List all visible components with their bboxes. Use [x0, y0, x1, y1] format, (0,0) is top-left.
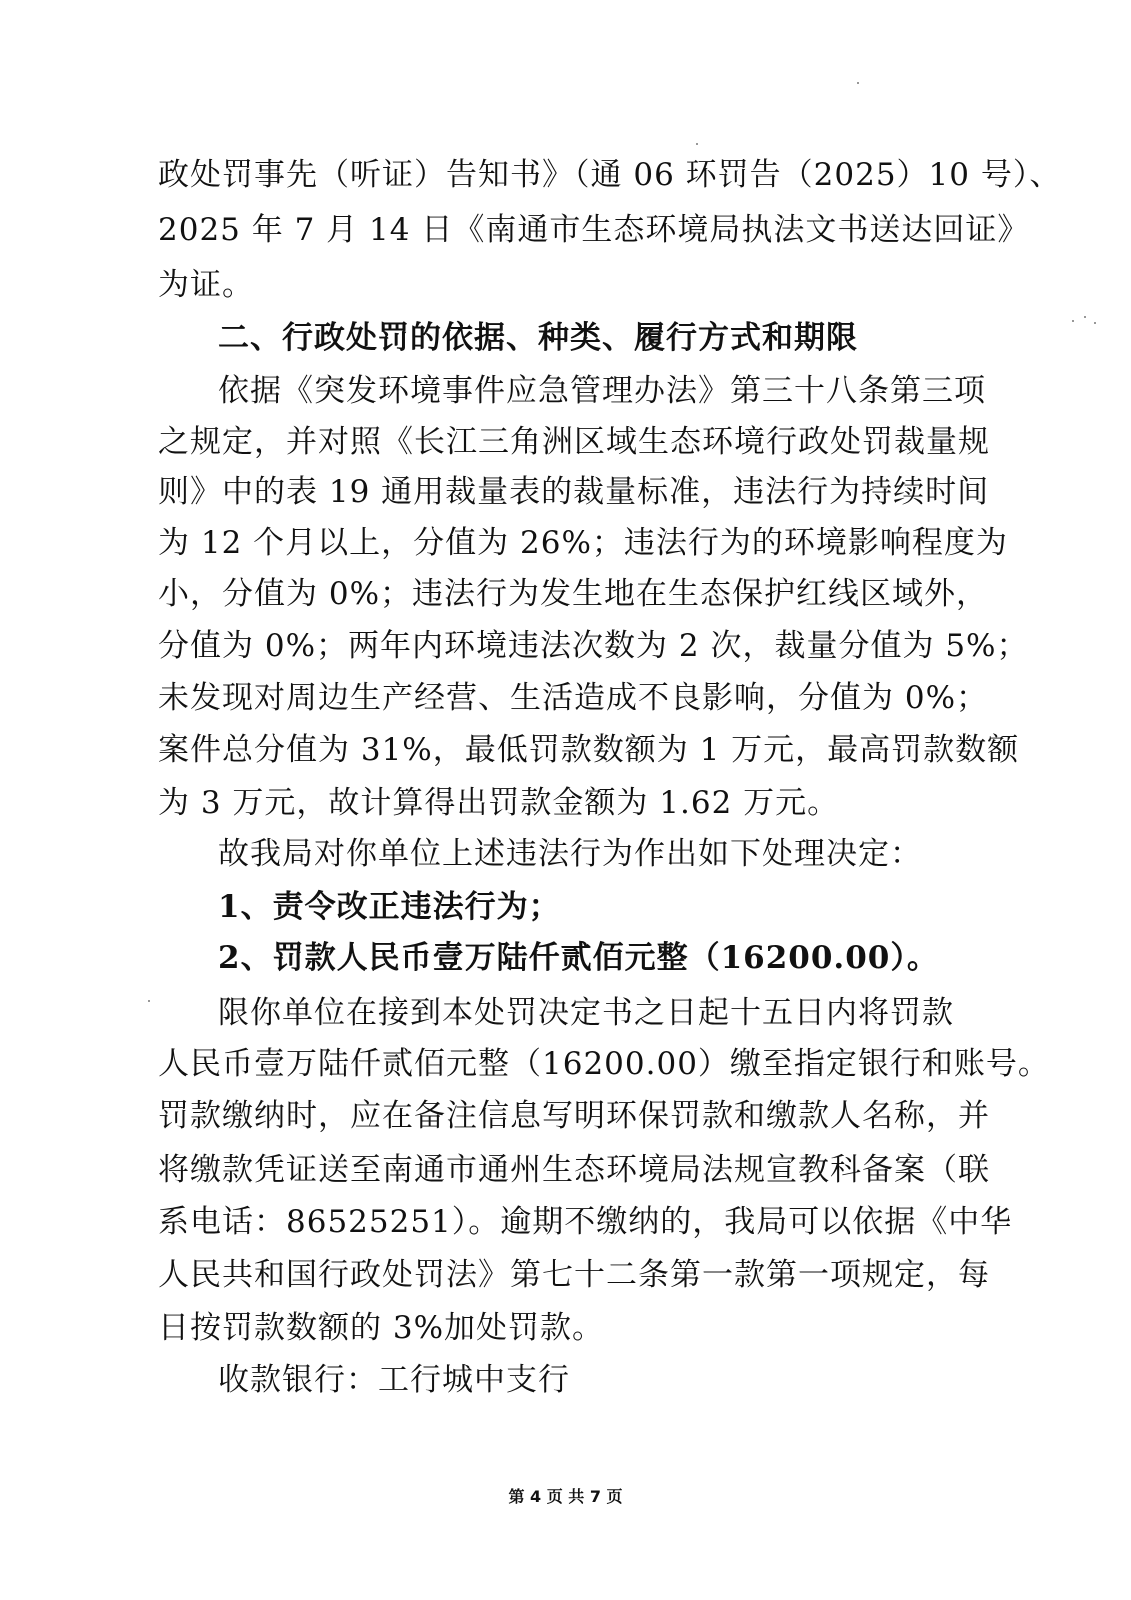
paragraph-line: 收款银行：工行城中支行 — [218, 1362, 570, 1398]
paragraph-line: 小，分值为 0%；违法行为发生地在生态保护红线区域外， — [158, 576, 989, 612]
paragraph-line: 人民币壹万陆仟贰佰元整（16200.00）缴至指定银行和账号。 — [158, 1046, 1050, 1082]
paragraph-line: 系电话：86525251）。逾期不缴纳的，我局可以依据《中华 — [158, 1204, 1013, 1240]
paragraph-line: 之规定，并对照《长江三角洲区域生态环境行政处罚裁量规 — [158, 424, 990, 460]
page-number: 第 4 页 共 7 页 — [508, 1487, 623, 1506]
scan-speck — [1094, 322, 1096, 324]
paragraph-line: 罚款缴纳时，应在备注信息写明环保罚款和缴款人名称，并 — [158, 1098, 990, 1134]
paragraph-line: 人民共和国行政处罚法》第七十二条第一款第一项规定，每 — [158, 1257, 990, 1293]
scan-speck — [696, 143, 698, 145]
paragraph-line: 2025 年 7 月 14 日《南通市生态环境局执法文书送达回证》 — [158, 212, 1030, 248]
paragraph-line: 为 3 万元，故计算得出罚款金额为 1.62 万元。 — [158, 785, 840, 821]
paragraph-line: 未发现对周边生产经营、生活造成不良影响，分值为 0%； — [158, 680, 989, 716]
scan-speck — [1084, 316, 1086, 318]
scan-speck — [857, 82, 859, 84]
paragraph-line: 案件总分值为 31%，最低罚款数额为 1 万元，最高罚款数额 — [158, 732, 1020, 768]
paragraph-line: 政处罚事先（听证）告知书》（通 06 环罚告（2025）10 号）、 — [158, 157, 1062, 193]
section-heading: 二、行政处罚的依据、种类、履行方式和期限 — [218, 320, 858, 356]
decision-item-1: 1、责令改正违法行为； — [218, 889, 561, 925]
paragraph-line: 日按罚款数额的 3%加处罚款。 — [158, 1310, 605, 1346]
scan-speck — [1072, 320, 1074, 322]
decision-item-2: 2、罚款人民币壹万陆仟贰佰元整（16200.00）。 — [218, 940, 939, 976]
paragraph-line: 限你单位在接到本处罚决定书之日起十五日内将罚款 — [218, 995, 954, 1031]
paragraph-line: 将缴款凭证送至南通市通州生态环境局法规宣教科备案（联 — [158, 1152, 990, 1188]
paragraph-line: 故我局对你单位上述违法行为作出如下处理决定： — [218, 836, 922, 872]
paragraph-line: 分值为 0%；两年内环境违法次数为 2 次，裁量分值为 5%； — [158, 628, 1029, 664]
paragraph-line: 为 12 个月以上，分值为 26%；违法行为的环境影响程度为 — [158, 525, 1008, 561]
paragraph-line: 依据《突发环境事件应急管理办法》第三十八条第三项 — [218, 373, 986, 409]
paragraph-line: 为证。 — [158, 267, 254, 303]
scan-speck — [148, 1000, 150, 1002]
paragraph-line: 则》中的表 19 通用裁量表的裁量标准，违法行为持续时间 — [158, 474, 990, 510]
